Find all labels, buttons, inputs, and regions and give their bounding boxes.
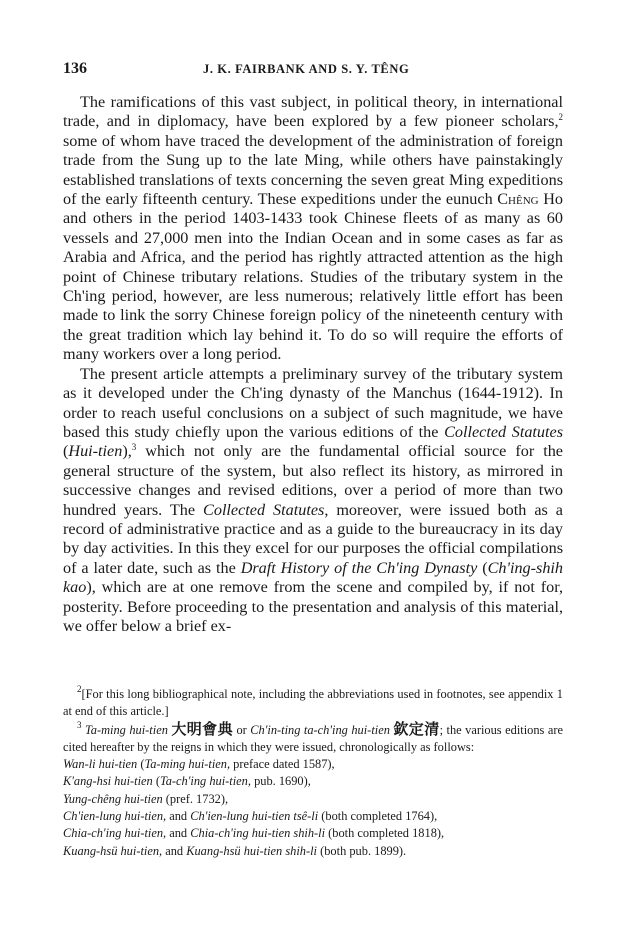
footnote-3: $^3$ Ta-ming hui-tien 大明會典 or Ch'in-ting ta-ch'ing hui-tien 欽定清; the various editions are cited hereafter by the reigns in which they were issued, chronologically as follows: <box>63 719 563 754</box>
edition-list <box>63 756 563 860</box>
footnote-ref-3: 3 <box>131 442 137 453</box>
paragraph-1: The ramifications of this vast subject, in political theory, in international trade, and in diplomacy, have been explored by a few pioneer scholars,$^2$ some of whom have traced the development of the administration of foreign trade from the Sung up to the late Ming, while others have painstakingly established translations of texts concerning the seven great Ming expeditions of the early fifteenth century. These expeditions under the eunuch Chêng Ho and others in the period 1403-1433 took Chinese fleets of as many as 60 vessels and 27,000 men into the Indian Ocean and in some cases as far as Arabia and Africa, and the period has rightly attracted attention as the high point of Chinese tributary relations. Studies of the tributary system in the Ch'ing period, however, are less numerous; relatively little effort has been made to link the sorry Chinese foreign policy of the nineteenth century with the great tradition which lay behind it. To do so will require the efforts of many workers over a long period. <box>63 93 563 364</box>
edition-item: Wan-li hui-tien (Ta-ming hui-tien, preface dated 1587), <box>63 757 335 772</box>
edition-item: Ch'ien-lung hui-tien, and Ch'ien-lung hui-tien tsê-li (both completed 1764), <box>63 809 438 824</box>
footnote-2: $^2$[For this long bibliographical note, including the abbreviations used in footnotes, see appendix 1 at end of this article.] <box>63 684 563 719</box>
edition-item: Yung-chêng hui-tien (pref. 1732), <box>63 791 229 806</box>
edition-item: Chia-ch'ing hui-tien, and Chia-ch'ing hui-tien shih-li (both completed 1818), <box>63 826 445 841</box>
paragraph-2: The present article attempts a preliminary survey of the tributary system as it developed under the Ch'ing dynasty of the Manchus (1644-1912). In order to reach useful conclusions on a subject of such magnitude, we have based this study chiefly upon the various editions of the Collected Statutes (Hui-tien),$^3$ which not only are the fundamental official source for the general structure of the system, but also reflect its history, as mirrored in successive changes and revised editions, over a period of more than two hundred years. The Collected Statutes, moreover, were issued both as a record of administrative practice and as a guide to the bureaucracy in its day by day activities. In this they excel for our purposes the official compilations of a later date, such as the Draft History of the Ch'ing Dynasty (Ch'ing-shih kao), which are at one remove from the scene and compiled by, if not for, posterity. Before proceeding to the presentation and analysis of this material, we offer below a brief ex- <box>63 364 564 635</box>
page-number: 136 <box>63 60 87 77</box>
running-head <box>63 60 563 80</box>
footnotes <box>63 686 563 860</box>
edition-item: Kuang-hsü hui-tien, and Kuang-hsü hui-tien shih-li (both pub. 1899). <box>63 843 407 858</box>
body-text <box>63 93 563 636</box>
footnote-ref-2: 2 <box>558 112 563 123</box>
running-title: J. K. FAIRBANK AND S. Y. TÊNG <box>203 62 410 76</box>
edition-item: K'ang-hsi hui-tien (Ta-ch'ing hui-tien, pub. 1690), <box>63 774 311 789</box>
person-name: Chêng <box>497 190 539 209</box>
